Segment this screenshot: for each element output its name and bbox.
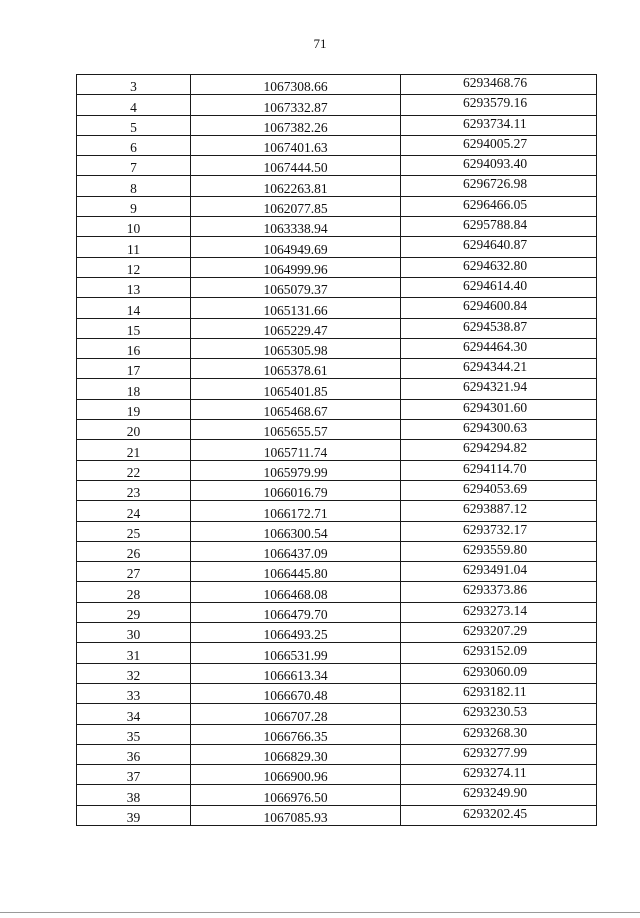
cell-y-coordinate: 6293273.14 <box>401 602 597 622</box>
cell-number: 29 <box>77 602 191 622</box>
cell-x-coordinate: 1066670.48 <box>191 683 401 703</box>
cell-number: 10 <box>77 217 191 237</box>
cell-number: 36 <box>77 744 191 764</box>
cell-y-coordinate: 6294632.80 <box>401 257 597 277</box>
table-row <box>77 318 597 338</box>
table-row <box>77 521 597 541</box>
cell-number: 31 <box>77 643 191 663</box>
table-row <box>77 399 597 419</box>
page-number: 71 <box>313 36 327 51</box>
cell-number: 8 <box>77 176 191 196</box>
cell-number: 30 <box>77 623 191 643</box>
table-row <box>77 115 597 135</box>
cell-number: 33 <box>77 683 191 703</box>
cell-x-coordinate: 1067308.66 <box>191 75 401 95</box>
cell-x-coordinate: 1065655.57 <box>191 420 401 440</box>
cell-number: 7 <box>77 156 191 176</box>
table-row <box>77 744 597 764</box>
table-row <box>77 765 597 785</box>
cell-y-coordinate: 6295788.84 <box>401 217 597 237</box>
table-row <box>77 541 597 561</box>
cell-x-coordinate: 1067444.50 <box>191 156 401 176</box>
cell-number: 28 <box>77 582 191 602</box>
cell-number: 6 <box>77 135 191 155</box>
cell-y-coordinate: 6293373.86 <box>401 582 597 602</box>
cell-x-coordinate: 1066493.25 <box>191 623 401 643</box>
table-row <box>77 135 597 155</box>
table-row <box>77 237 597 257</box>
cell-x-coordinate: 1067332.87 <box>191 95 401 115</box>
cell-x-coordinate: 1066531.99 <box>191 643 401 663</box>
cell-number: 11 <box>77 237 191 257</box>
cell-y-coordinate: 6294093.40 <box>401 156 597 176</box>
table-row <box>77 359 597 379</box>
cell-y-coordinate: 6294053.69 <box>401 480 597 500</box>
cell-y-coordinate: 6294114.70 <box>401 460 597 480</box>
cell-x-coordinate: 1066468.08 <box>191 582 401 602</box>
table-row <box>77 95 597 115</box>
cell-number: 26 <box>77 541 191 561</box>
cell-y-coordinate: 6294640.87 <box>401 237 597 257</box>
cell-y-coordinate: 6294344.21 <box>401 359 597 379</box>
table-row <box>77 217 597 237</box>
cell-number: 16 <box>77 338 191 358</box>
cell-number: 14 <box>77 298 191 318</box>
cell-number: 5 <box>77 115 191 135</box>
cell-number: 12 <box>77 257 191 277</box>
cell-x-coordinate: 1066707.28 <box>191 704 401 724</box>
cell-x-coordinate: 1064999.96 <box>191 257 401 277</box>
cell-x-coordinate: 1067401.63 <box>191 135 401 155</box>
cell-number: 4 <box>77 95 191 115</box>
table-row <box>77 683 597 703</box>
table-row <box>77 338 597 358</box>
coordinates-table <box>76 74 597 826</box>
cell-number: 24 <box>77 501 191 521</box>
cell-y-coordinate: 6293274.11 <box>401 765 597 785</box>
cell-x-coordinate: 1065468.67 <box>191 399 401 419</box>
table-row <box>77 562 597 582</box>
cell-y-coordinate: 6293491.04 <box>401 562 597 582</box>
table-row <box>77 440 597 460</box>
cell-number: 25 <box>77 521 191 541</box>
cell-y-coordinate: 6293268.30 <box>401 724 597 744</box>
cell-number: 32 <box>77 663 191 683</box>
cell-y-coordinate: 6294300.63 <box>401 420 597 440</box>
cell-y-coordinate: 6293060.09 <box>401 663 597 683</box>
cell-y-coordinate: 6294005.27 <box>401 135 597 155</box>
table-row <box>77 379 597 399</box>
cell-number: 27 <box>77 562 191 582</box>
table-row <box>77 196 597 216</box>
cell-x-coordinate: 1065079.37 <box>191 277 401 297</box>
cell-y-coordinate: 6293468.76 <box>401 75 597 95</box>
table-row <box>77 724 597 744</box>
cell-y-coordinate: 6293249.90 <box>401 785 597 805</box>
cell-x-coordinate: 1066766.35 <box>191 724 401 744</box>
table-row <box>77 704 597 724</box>
table-row <box>77 501 597 521</box>
table-row <box>77 643 597 663</box>
cell-number: 18 <box>77 379 191 399</box>
cell-number: 22 <box>77 460 191 480</box>
cell-y-coordinate: 6296466.05 <box>401 196 597 216</box>
table-row <box>77 805 597 825</box>
cell-x-coordinate: 1065711.74 <box>191 440 401 460</box>
cell-y-coordinate: 6293202.45 <box>401 805 597 825</box>
cell-y-coordinate: 6293152.09 <box>401 643 597 663</box>
cell-y-coordinate: 6293734.11 <box>401 115 597 135</box>
cell-x-coordinate: 1062263.81 <box>191 176 401 196</box>
cell-x-coordinate: 1066479.70 <box>191 602 401 622</box>
cell-x-coordinate: 1066437.09 <box>191 541 401 561</box>
table-row <box>77 663 597 683</box>
cell-y-coordinate: 6293732.17 <box>401 521 597 541</box>
table-row <box>77 298 597 318</box>
table-row <box>77 623 597 643</box>
cell-x-coordinate: 1065229.47 <box>191 318 401 338</box>
cell-y-coordinate: 6293559.80 <box>401 541 597 561</box>
cell-x-coordinate: 1065979.99 <box>191 460 401 480</box>
cell-number: 13 <box>77 277 191 297</box>
cell-number: 17 <box>77 359 191 379</box>
table-row <box>77 602 597 622</box>
cell-number: 23 <box>77 480 191 500</box>
cell-x-coordinate: 1066829.30 <box>191 744 401 764</box>
cell-y-coordinate: 6294614.40 <box>401 277 597 297</box>
cell-y-coordinate: 6296726.98 <box>401 176 597 196</box>
cell-number: 35 <box>77 724 191 744</box>
cell-y-coordinate: 6293182.11 <box>401 683 597 703</box>
table-row <box>77 75 597 95</box>
cell-number: 37 <box>77 765 191 785</box>
cell-number: 20 <box>77 420 191 440</box>
cell-x-coordinate: 1065131.66 <box>191 298 401 318</box>
table-row <box>77 156 597 176</box>
cell-x-coordinate: 1066016.79 <box>191 480 401 500</box>
cell-y-coordinate: 6293277.99 <box>401 744 597 764</box>
cell-y-coordinate: 6294301.60 <box>401 399 597 419</box>
cell-y-coordinate: 6294464.30 <box>401 338 597 358</box>
table-row <box>77 176 597 196</box>
cell-number: 15 <box>77 318 191 338</box>
table-row <box>77 277 597 297</box>
table-row <box>77 582 597 602</box>
table-body <box>77 75 597 826</box>
cell-x-coordinate: 1065305.98 <box>191 338 401 358</box>
cell-number: 9 <box>77 196 191 216</box>
page-bottom-rule <box>0 912 640 913</box>
cell-x-coordinate: 1063338.94 <box>191 217 401 237</box>
cell-x-coordinate: 1067382.26 <box>191 115 401 135</box>
cell-x-coordinate: 1066172.71 <box>191 501 401 521</box>
cell-y-coordinate: 6293887.12 <box>401 501 597 521</box>
cell-x-coordinate: 1065378.61 <box>191 359 401 379</box>
cell-y-coordinate: 6294321.94 <box>401 379 597 399</box>
cell-number: 38 <box>77 785 191 805</box>
cell-x-coordinate: 1066613.34 <box>191 663 401 683</box>
cell-x-coordinate: 1066300.54 <box>191 521 401 541</box>
table-row <box>77 460 597 480</box>
table-row <box>77 480 597 500</box>
cell-y-coordinate: 6294600.84 <box>401 298 597 318</box>
cell-y-coordinate: 6294538.87 <box>401 318 597 338</box>
cell-x-coordinate: 1066900.96 <box>191 765 401 785</box>
cell-y-coordinate: 6293207.29 <box>401 623 597 643</box>
cell-number: 19 <box>77 399 191 419</box>
cell-x-coordinate: 1067085.93 <box>191 805 401 825</box>
cell-number: 3 <box>77 75 191 95</box>
cell-x-coordinate: 1066445.80 <box>191 562 401 582</box>
cell-number: 21 <box>77 440 191 460</box>
cell-y-coordinate: 6293579.16 <box>401 95 597 115</box>
cell-x-coordinate: 1066976.50 <box>191 785 401 805</box>
cell-x-coordinate: 1064949.69 <box>191 237 401 257</box>
cell-number: 39 <box>77 805 191 825</box>
table-row <box>77 420 597 440</box>
cell-y-coordinate: 6294294.82 <box>401 440 597 460</box>
cell-x-coordinate: 1065401.85 <box>191 379 401 399</box>
cell-number: 34 <box>77 704 191 724</box>
table-row <box>77 785 597 805</box>
table-row <box>77 257 597 277</box>
cell-x-coordinate: 1062077.85 <box>191 196 401 216</box>
cell-y-coordinate: 6293230.53 <box>401 704 597 724</box>
